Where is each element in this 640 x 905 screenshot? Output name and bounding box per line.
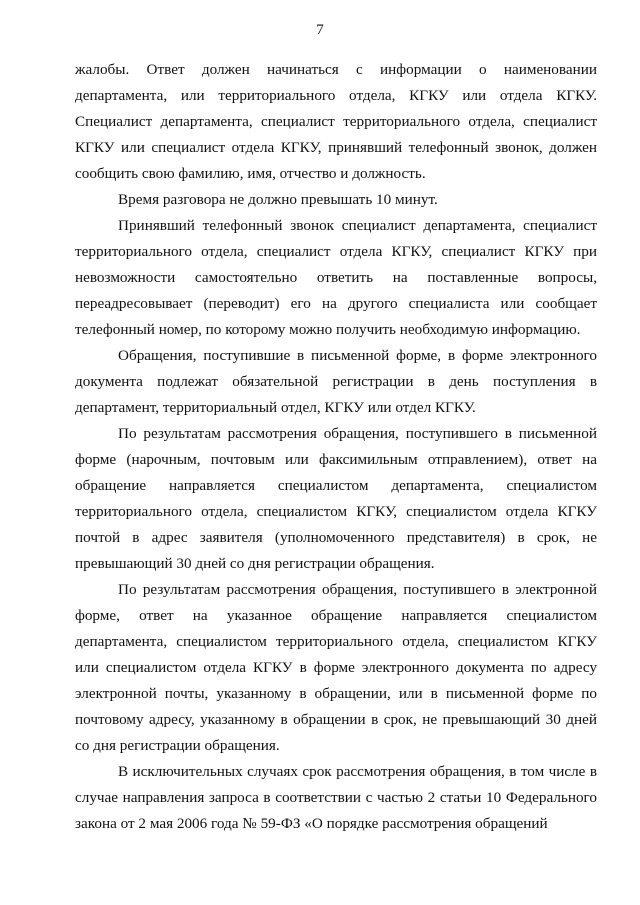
- page-number: 7: [316, 22, 324, 38]
- paragraph-written-response: По результатам рассмотрения обращения, поступившего в письменной форме (нарочным, почтовым или факсимильным отправлением), ответ на обращение направляется специалистом департамента, специалистом территориального отдела, специалистом КГКУ, специалистом отдела КГКУ почтой в адрес заявителя (уполномоченного представителя) в срок, не превышающий 30 дней со дня регистрации обращения.: [75, 425, 597, 572]
- paragraph-registration: Обращения, поступившие в письменной форме, в форме электронного документа подлежат обязательной регистрации в день поступления в департамент, территориальный отдел, КГКУ или отдел КГКУ.: [75, 347, 597, 416]
- paragraph-exceptional-cases: В исключительных случаях срок рассмотрения обращения, в том числе в случае направления запроса в соответствии с частью 2 статьи 10 Федерального закона от 2 мая 2006 года № 59-ФЗ «О порядке рассмотрения обращений: [75, 763, 597, 832]
- paragraph-continuation: жалобы. Ответ должен начинаться с информации о наименовании департамента, или территориального отдела, КГКУ или отдела КГКУ. Специалист департамента, специалист территориального отдела, специалист КГКУ или специалист отдела КГКУ, принявший телефонный звонок, должен сообщить свою фамилию, имя, отчество и должность.: [75, 61, 597, 182]
- document-body: [75, 57, 597, 837]
- paragraph-electronic-response: По результатам рассмотрения обращения, поступившего в электронной форме, ответ на указанное обращение направляется специалистом департамента, специалистом территориального отдела, специалистом КГКУ или специалистом отдела КГКУ в форме электронного документа по адресу электронной почты, указанному в обращении, или в письменной форме по почтовому адресу, указанному в обращении в срок, не превышающий 30 дней со дня регистрации обращения.: [75, 581, 597, 754]
- paragraph-call-duration: Время разговора не должно превышать 10 минут.: [118, 191, 438, 208]
- paragraph-call-redirect: Принявший телефонный звонок специалист департамента, специалист территориального отдела, специалист отдела КГКУ, специалист КГКУ при невозможности самостоятельно ответить на поставленные вопросы, переадресовывает (переводит) его на другого специалиста или сообщает телефонный номер, по которому можно получить необходимую информацию.: [75, 217, 597, 338]
